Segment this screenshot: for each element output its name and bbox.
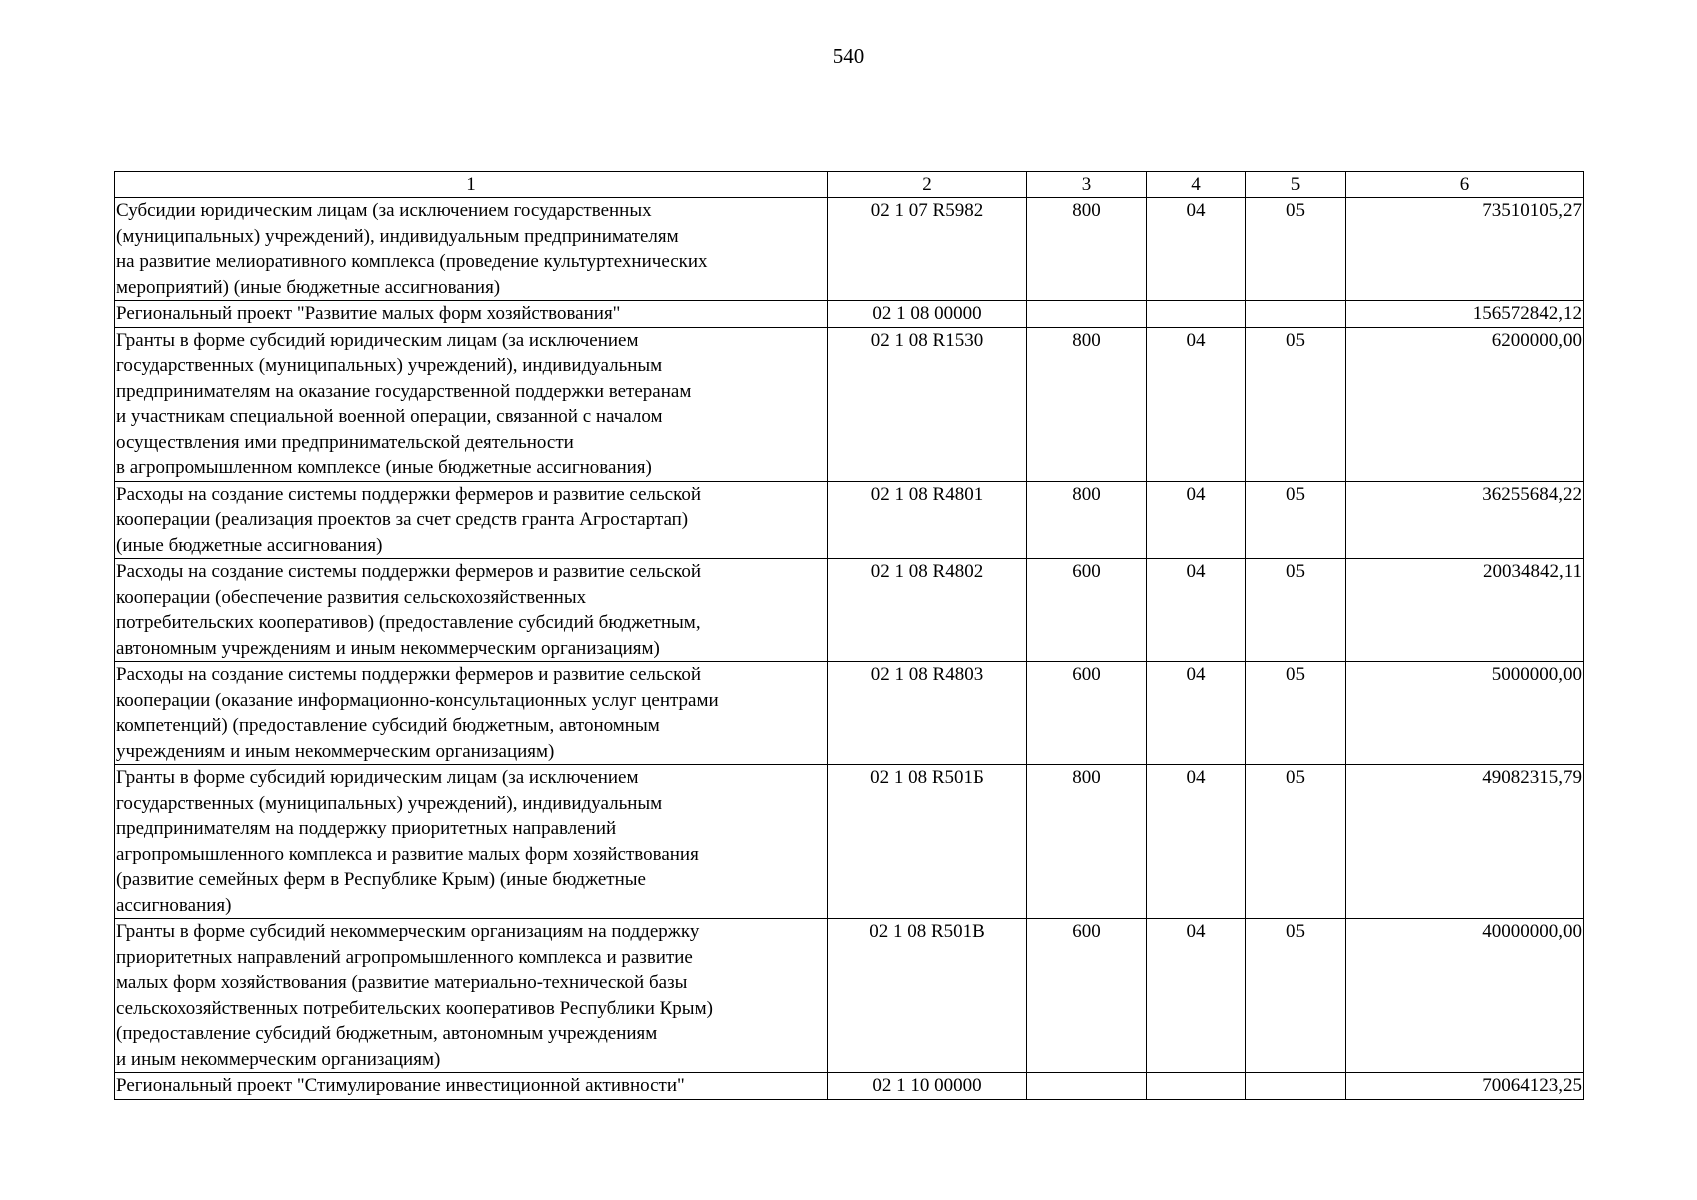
row-code: 02 1 08 00000 bbox=[828, 301, 1027, 328]
row-code: 02 1 08 R501В bbox=[828, 919, 1027, 1073]
row-section bbox=[1147, 1073, 1246, 1100]
row-expense-type: 800 bbox=[1027, 198, 1147, 301]
row-subsection: 05 bbox=[1246, 559, 1346, 662]
row-section bbox=[1147, 301, 1246, 328]
row-name: Расходы на создание системы поддержки фермеров и развитие сельской кооперации (обеспечение развития сельскохозяйственных потребительских кооперативов) (предоставление субсидий бюджетным, автономным учреждениям и иным некоммерческим организациям) bbox=[115, 559, 828, 662]
row-amount: 36255684,22 bbox=[1346, 481, 1584, 559]
row-amount: 6200000,00 bbox=[1346, 327, 1584, 481]
row-expense-type: 800 bbox=[1027, 765, 1147, 919]
row-amount: 40000000,00 bbox=[1346, 919, 1584, 1073]
row-section: 04 bbox=[1147, 919, 1246, 1073]
row-subsection: 05 bbox=[1246, 481, 1346, 559]
table-row bbox=[115, 301, 1584, 328]
row-expense-type: 600 bbox=[1027, 662, 1147, 765]
table-row bbox=[115, 481, 1584, 559]
row-amount: 73510105,27 bbox=[1346, 198, 1584, 301]
table-row bbox=[115, 198, 1584, 301]
row-amount: 20034842,11 bbox=[1346, 559, 1584, 662]
row-amount: 5000000,00 bbox=[1346, 662, 1584, 765]
row-amount: 156572842,12 bbox=[1346, 301, 1584, 328]
row-name: Гранты в форме субсидий юридическим лицам (за исключением государственных (муниципальных) учреждений), индивидуальным предпринимателям на оказание государственной поддержки ветеранам и участникам специальной военной операции, связанной с началом осуществления ими предпринимательской деятельности в агропромышленном комплексе (иные бюджетные ассигнования) bbox=[115, 327, 828, 481]
row-subsection: 05 bbox=[1246, 919, 1346, 1073]
row-expense-type bbox=[1027, 1073, 1147, 1100]
row-expense-type: 800 bbox=[1027, 327, 1147, 481]
row-name: Гранты в форме субсидий некоммерческим организациям на поддержку приоритетных направлений агропромышленного комплекса и развитие малых форм хозяйствования (развитие материально-технической базы сельскохозяйственных потребительских кооперативов Республики Крым) (предоставление субсидий бюджетным, автономным учреждениям и иным некоммерческим организациям) bbox=[115, 919, 828, 1073]
table-header bbox=[115, 172, 1584, 198]
row-subsection bbox=[1246, 301, 1346, 328]
row-code: 02 1 08 R1530 bbox=[828, 327, 1027, 481]
row-name: Расходы на создание системы поддержки фермеров и развитие сельской кооперации (реализация проектов за счет средств гранта Агростартап) (иные бюджетные ассигнования) bbox=[115, 481, 828, 559]
row-section: 04 bbox=[1147, 559, 1246, 662]
row-section: 04 bbox=[1147, 327, 1246, 481]
header-col-5: 5 bbox=[1246, 172, 1346, 198]
row-section: 04 bbox=[1147, 765, 1246, 919]
row-expense-type: 600 bbox=[1027, 919, 1147, 1073]
row-subsection: 05 bbox=[1246, 327, 1346, 481]
row-section: 04 bbox=[1147, 662, 1246, 765]
table-row bbox=[115, 919, 1584, 1073]
row-name: Региональный проект "Стимулирование инвестиционной активности" bbox=[115, 1073, 828, 1100]
row-code: 02 1 10 00000 bbox=[828, 1073, 1027, 1100]
table-row bbox=[115, 662, 1584, 765]
table-row bbox=[115, 1073, 1584, 1100]
row-name: Расходы на создание системы поддержки фермеров и развитие сельской кооперации (оказание информационно-консультационных услуг центрами компетенций) (предоставление субсидий бюджетным, автономным учреждениям и иным некоммерческим организациям) bbox=[115, 662, 828, 765]
row-section: 04 bbox=[1147, 481, 1246, 559]
table-row bbox=[115, 327, 1584, 481]
row-amount: 70064123,25 bbox=[1346, 1073, 1584, 1100]
row-code: 02 1 08 R501Б bbox=[828, 765, 1027, 919]
row-expense-type: 800 bbox=[1027, 481, 1147, 559]
header-col-6: 6 bbox=[1346, 172, 1584, 198]
header-col-3: 3 bbox=[1027, 172, 1147, 198]
row-subsection: 05 bbox=[1246, 765, 1346, 919]
header-row bbox=[115, 172, 1584, 198]
header-col-2: 2 bbox=[828, 172, 1027, 198]
row-name: Субсидии юридическим лицам (за исключением государственных (муниципальных) учреждений), индивидуальным предпринимателям на развитие мелиоративного комплекса (проведение культуртехнических мероприятий) (иные бюджетные ассигнования) bbox=[115, 198, 828, 301]
page-number: 540 bbox=[832, 44, 865, 68]
header-col-1: 1 bbox=[115, 172, 828, 198]
table-body bbox=[115, 198, 1584, 1100]
row-subsection bbox=[1246, 1073, 1346, 1100]
row-code: 02 1 08 R4803 bbox=[828, 662, 1027, 765]
row-code: 02 1 08 R4801 bbox=[828, 481, 1027, 559]
row-subsection: 05 bbox=[1246, 198, 1346, 301]
row-code: 02 1 08 R4802 bbox=[828, 559, 1027, 662]
row-name: Региональный проект "Развитие малых форм хозяйствования" bbox=[115, 301, 828, 328]
row-section: 04 bbox=[1147, 198, 1246, 301]
row-amount: 49082315,79 bbox=[1346, 765, 1584, 919]
row-expense-type bbox=[1027, 301, 1147, 328]
row-subsection: 05 bbox=[1246, 662, 1346, 765]
header-col-4: 4 bbox=[1147, 172, 1246, 198]
table-row bbox=[115, 765, 1584, 919]
row-expense-type: 600 bbox=[1027, 559, 1147, 662]
row-name: Гранты в форме субсидий юридическим лицам (за исключением государственных (муниципальных) учреждений), индивидуальным предпринимателям на поддержку приоритетных направлений агропромышленного комплекса и развитие малых форм хозяйствования (развитие семейных ферм в Республике Крым) (иные бюджетные ассигнования) bbox=[115, 765, 828, 919]
row-code: 02 1 07 R5982 bbox=[828, 198, 1027, 301]
table-row bbox=[115, 559, 1584, 662]
budget-table bbox=[114, 171, 1584, 1100]
